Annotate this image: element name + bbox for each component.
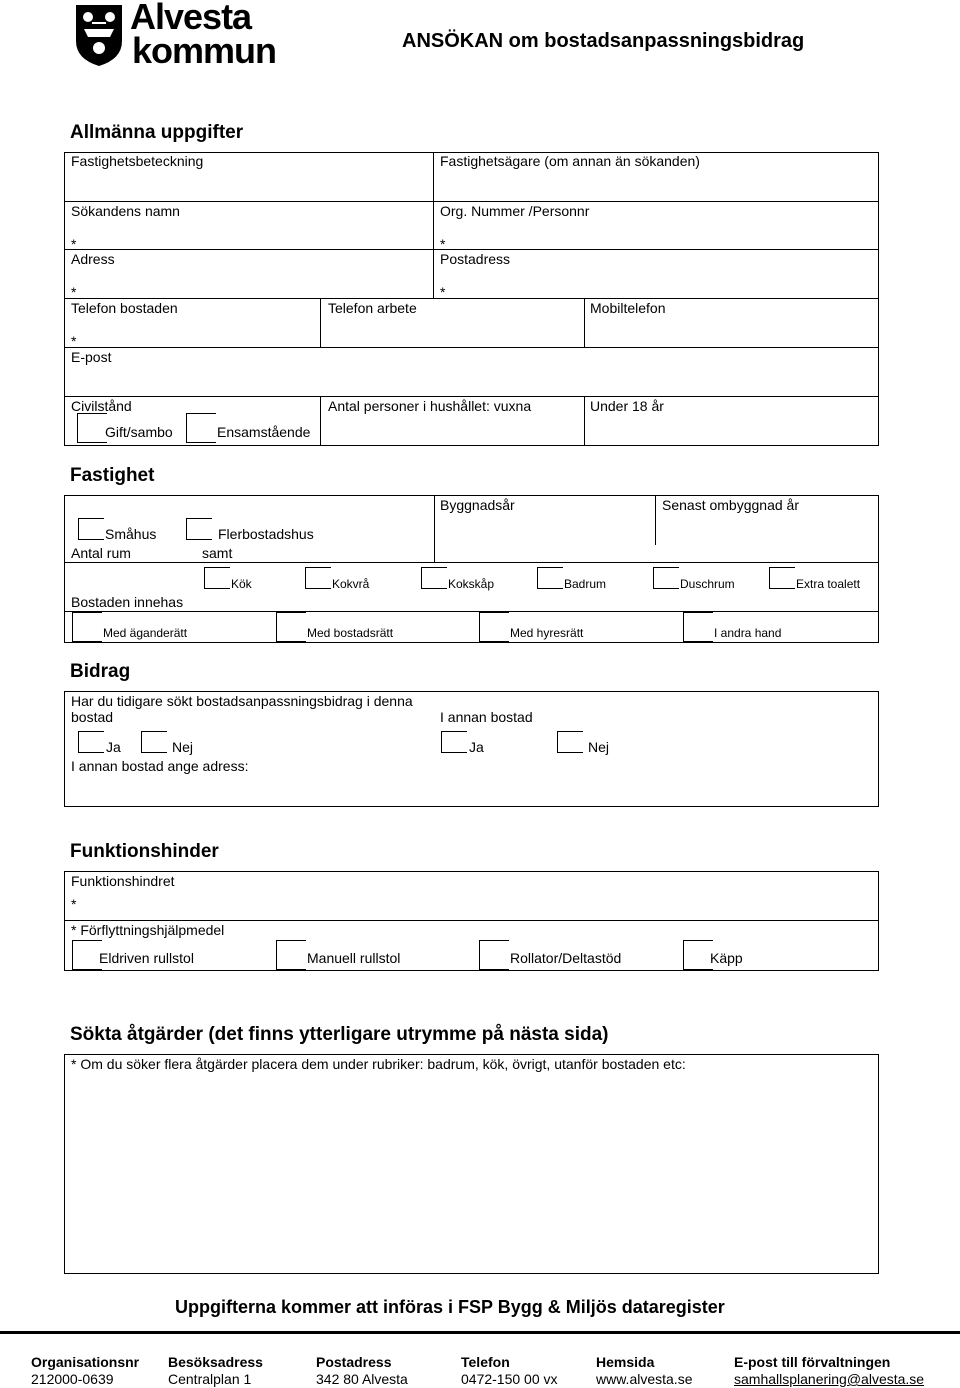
checkbox-kokskap[interactable] <box>421 567 447 589</box>
footer-label-epost: E-post till förvaltningen <box>734 1354 891 1370</box>
label-telefon-arbete: Telefon arbete <box>328 300 417 316</box>
required-star: * <box>440 284 446 300</box>
label-flerbostadshus: Flerbostadshus <box>218 526 314 542</box>
checkbox-extra-toalett[interactable] <box>769 567 795 589</box>
label-adress: Adress <box>71 251 115 267</box>
label-aganderatt: Med äganderätt <box>103 626 188 640</box>
section-heading-funktionshinder: Funktionshinder <box>70 841 219 862</box>
section-heading-fastighet: Fastighet <box>70 465 155 486</box>
label-ja: Ja <box>106 739 121 755</box>
checkbox-eldriven-rullstol[interactable] <box>72 940 102 970</box>
label-nej: Nej <box>172 739 194 755</box>
label-telefon-bostaden: Telefon bostaden <box>71 300 178 316</box>
label-org-nummer: Org. Nummer /Personnr <box>440 203 590 219</box>
label-byggnadsar: Byggnadsår <box>440 497 515 513</box>
field-telefon-bostaden[interactable] <box>66 318 318 346</box>
footer-value-postadress: 342 80 Alvesta <box>316 1371 408 1387</box>
label-rollator: Rollator/Deltastöd <box>510 950 622 966</box>
label-bostadsratt: Med bostadsrätt <box>307 626 394 640</box>
label-epost: E-post <box>71 349 112 365</box>
label-samt: samt <box>202 545 233 561</box>
logo <box>74 0 277 71</box>
required-star: * <box>71 896 77 912</box>
checkbox-rollator[interactable] <box>479 940 509 970</box>
footer-divider <box>0 1331 960 1334</box>
checkbox-aganderatt[interactable] <box>72 612 102 642</box>
label-extra-toalett: Extra toalett <box>796 577 861 591</box>
label-hyresratt: Med hyresrätt <box>510 626 584 640</box>
label-eldriven-rullstol: Eldriven rullstol <box>99 950 194 966</box>
field-byggnadsar[interactable] <box>437 515 653 545</box>
label-ja: Ja <box>469 739 484 755</box>
field-telefon-arbete[interactable] <box>323 318 582 346</box>
field-antal-rum[interactable] <box>132 545 198 561</box>
section-heading-atgarder: Sökta åtgärder (det finns ytterligare utrymme på nästa sida) <box>70 1024 609 1045</box>
label-sokandens-namn: Sökandens namn <box>71 203 180 219</box>
field-sokandens-namn[interactable] <box>66 220 431 248</box>
checkbox-flerbostadshus[interactable] <box>186 518 212 540</box>
label-fastighetsbeteckning: Fastighetsbeteckning <box>71 153 204 169</box>
label-bidrag-question-2: bostad <box>71 709 114 725</box>
checkbox-ensamstaende[interactable] <box>186 413 216 443</box>
checkbox-kokvra[interactable] <box>305 567 331 589</box>
field-postadress[interactable] <box>436 268 876 296</box>
label-ensamstaende: Ensamstående <box>217 424 311 440</box>
register-note: Uppgifterna kommer att införas i FSP Bygg & Miljös dataregister <box>175 1297 725 1317</box>
checkbox-ja-annan[interactable] <box>441 731 467 753</box>
logo-text-kommun: kommun <box>132 30 277 71</box>
label-antal-personer: Antal personer i hushållet: vuxna <box>328 398 532 414</box>
checkbox-manuell-rullstol[interactable] <box>276 940 306 970</box>
label-manuell-rullstol: Manuell rullstol <box>307 950 401 966</box>
field-under-18[interactable] <box>587 416 877 444</box>
label-bidrag-question: Har du tidigare sökt bostadsanpassningsbidrag i denna <box>71 693 413 709</box>
footer-link-hemsida[interactable]: www.alvesta.se <box>596 1371 693 1387</box>
checkbox-kok[interactable] <box>204 567 230 589</box>
label-civilstand: Civilstånd <box>71 398 132 414</box>
field-adress[interactable] <box>66 268 431 296</box>
required-star: * <box>440 236 446 252</box>
footer-link-epost[interactable]: samhallsplanering@alvesta.se <box>734 1371 925 1387</box>
checkbox-smahus[interactable] <box>78 518 104 540</box>
label-badrum: Badrum <box>564 577 607 591</box>
label-ange-adress: I annan bostad ange adress: <box>71 758 249 774</box>
label-senast-ombyggnad: Senast ombyggnad år <box>662 497 799 513</box>
label-nej: Nej <box>588 739 610 755</box>
section-heading-bidrag: Bidrag <box>70 661 131 682</box>
checkbox-nej-denna[interactable] <box>141 731 167 753</box>
label-under-18: Under 18 år <box>590 398 664 414</box>
field-fastighetsagare[interactable] <box>436 172 876 200</box>
footer-label-telefon: Telefon <box>461 1354 510 1370</box>
checkbox-nej-annan[interactable] <box>557 731 583 753</box>
footer-value-orgnr: 212000-0639 <box>31 1371 114 1387</box>
label-antal-rum: Antal rum <box>71 545 131 561</box>
field-atgarder[interactable] <box>68 1076 878 1272</box>
label-kokskap: Kokskåp <box>448 577 495 591</box>
checkbox-kapp[interactable] <box>683 940 713 970</box>
field-epost[interactable] <box>66 366 876 394</box>
label-postadress: Postadress <box>440 251 511 267</box>
label-atgarder-note: * Om du söker flera åtgärder placera dem under rubriker: badrum, kök, övrigt, utanför bostaden etc: <box>71 1056 686 1072</box>
checkbox-hyresratt[interactable] <box>479 612 509 642</box>
label-i-annan-bostad: I annan bostad <box>440 709 533 725</box>
footer-label-orgnr: Organisationsnr <box>31 1354 140 1370</box>
field-org-nummer[interactable] <box>436 220 876 248</box>
label-smahus: Småhus <box>105 526 157 542</box>
field-senast-ombyggnad[interactable] <box>658 515 876 545</box>
page-title: ANSÖKAN om bostadsanpassningsbidrag <box>402 30 805 52</box>
checkbox-gift-sambo[interactable] <box>77 413 107 443</box>
field-annan-adress[interactable] <box>66 776 876 804</box>
checkbox-bostadsratt[interactable] <box>276 612 306 642</box>
field-mobiltelefon[interactable] <box>587 318 877 346</box>
label-forflyttning: * Förflyttningshjälpmedel <box>71 922 225 938</box>
field-fastighetsbeteckning[interactable] <box>66 172 431 200</box>
label-fastighetsagare: Fastighetsägare (om annan än sökanden) <box>440 153 700 169</box>
label-mobiltelefon: Mobiltelefon <box>590 300 666 316</box>
label-kok: Kök <box>231 577 252 591</box>
footer-value-telefon: 0472-150 00 vx <box>461 1371 558 1387</box>
label-andra-hand: I andra hand <box>714 626 782 640</box>
footer-label-hemsida: Hemsida <box>596 1354 655 1370</box>
label-bostaden-innehas: Bostaden innehas <box>71 594 184 610</box>
required-star: * <box>71 333 77 349</box>
label-kokvra: Kokvrå <box>332 577 370 591</box>
label-kapp: Käpp <box>710 950 743 966</box>
checkbox-badrum[interactable] <box>537 567 563 589</box>
required-star: * <box>71 284 77 300</box>
section-heading-general: Allmänna uppgifter <box>70 122 244 143</box>
logo-text-alvesta: Alvesta <box>130 0 252 37</box>
label-funktionshindret: Funktionshindret <box>71 873 175 889</box>
footer-label-besoksadress: Besöksadress <box>168 1354 263 1370</box>
field-antal-vuxna[interactable] <box>323 416 582 444</box>
checkbox-ja-denna[interactable] <box>78 731 104 753</box>
label-gift-sambo: Gift/sambo <box>105 424 173 440</box>
checkbox-duschrum[interactable] <box>653 567 679 589</box>
checkbox-andra-hand[interactable] <box>683 612 713 642</box>
coat-of-arms-icon <box>74 3 124 67</box>
footer-label-postadress: Postadress <box>316 1354 392 1370</box>
field-funktionshindret[interactable] <box>80 890 876 918</box>
label-duschrum: Duschrum <box>680 577 735 591</box>
footer-value-besoksadress: Centralplan 1 <box>168 1371 252 1387</box>
required-star: * <box>71 236 77 252</box>
